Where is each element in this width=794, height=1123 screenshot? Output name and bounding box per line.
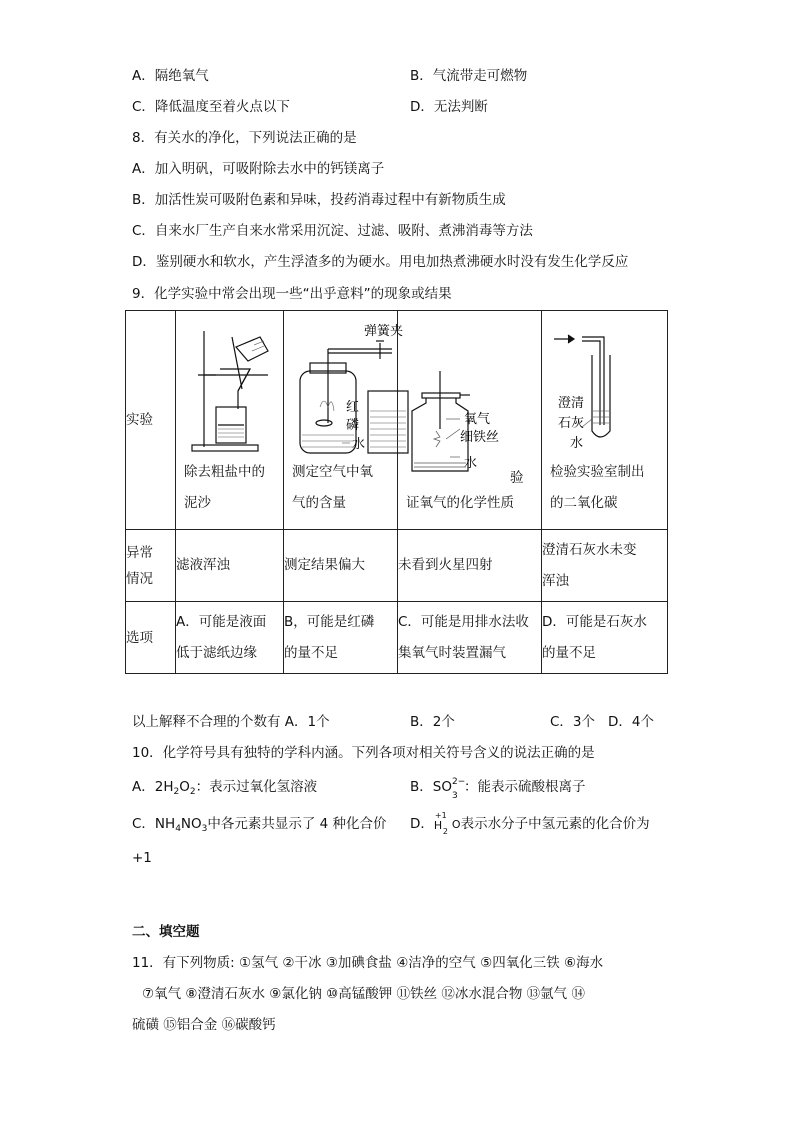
formula-text: 中各元素共显示了 4 种化合价 — [207, 816, 387, 832]
q7-option-a: A．隔绝氧气 — [132, 68, 209, 84]
q10-option-b — [410, 777, 586, 801]
q10-option-d — [410, 811, 650, 836]
valence-mark: +1 — [434, 811, 447, 820]
experiment-row — [126, 311, 668, 530]
oxygen-label: 氧气 — [464, 412, 491, 427]
water-label: 水 — [352, 437, 366, 452]
spring-clamp-label: 弹簧夹 — [364, 324, 404, 339]
q11-line-3: 硫磺 ⑮铝合金 ⑯碳酸钙 — [132, 1017, 276, 1033]
caption-line: 证氧气的化学性质 — [406, 495, 514, 511]
option-text: B，可能是红磷 — [284, 613, 375, 630]
formula-part: A．2H — [132, 779, 174, 795]
caption-co2-test — [550, 457, 645, 519]
formula-part: NO — [180, 816, 202, 832]
q9-experiment-table — [125, 310, 668, 674]
superscript: 2− — [451, 777, 466, 787]
formula-part: O — [179, 779, 190, 795]
formula-part: D． — [410, 816, 434, 832]
q8-option-a: A．加入明矾，可吸附除去水中的钙镁离子 — [132, 161, 385, 177]
limewater-label-1: 澄清 — [558, 396, 585, 411]
abnormal-cell — [284, 530, 398, 602]
q7-option-c: C．降低温度至着火点以下 — [132, 99, 290, 115]
abnormal-cell — [398, 530, 542, 602]
subscript: 4 — [175, 824, 181, 834]
q7-option-b: B．气流带走可燃物 — [410, 68, 528, 84]
caption-air-content — [292, 457, 373, 519]
limewater-label-2: 石灰 — [558, 416, 585, 431]
q9-answer-d: D．4个 — [608, 714, 654, 730]
option-row — [126, 602, 668, 674]
abnormal-text: 澄清石灰水未变 — [542, 541, 637, 558]
subscript: 2 — [189, 787, 196, 797]
red-phosphorus-label-2: 磷 — [346, 418, 360, 433]
q9-answer-b: B．2个 — [410, 714, 455, 730]
co2-test-cell — [542, 311, 668, 530]
subscript: 2 — [442, 827, 448, 836]
q9-stem: 9．化学实验中常会出现一些“出乎意料”的现象或结果 — [132, 286, 452, 302]
row-label-line: 异常 — [126, 544, 153, 561]
filtration-cell — [176, 311, 284, 530]
q8-option-b: B．加活性炭可吸附色素和异味，投药消毒过程中有新物质生成 — [132, 192, 506, 208]
iron-oxygen-cell — [398, 311, 542, 530]
formula-part: O — [451, 818, 461, 831]
subscript: 2 — [173, 787, 180, 797]
option-text: 低于滤纸边缘 — [176, 644, 257, 661]
option-cell — [542, 602, 668, 674]
q10-stem: 10．化学符号具有独特的学科内涵。下列各项对相关符号含义的说法正确的是 — [132, 745, 595, 761]
section-title: 二、填空题 — [132, 924, 200, 940]
caption-line: 泥沙 — [184, 495, 211, 511]
q8-stem: 8．有关水的净化，下列说法正确的是 — [132, 130, 357, 146]
caption-line — [406, 457, 514, 488]
abnormal-text: 浑浊 — [542, 572, 569, 589]
option-cell — [176, 602, 284, 674]
iron-wire-label: 细铁丝 — [460, 430, 500, 445]
caption-line: 气的含量 — [292, 495, 346, 511]
q11-line-1: 11．有下列物质: ①氢气 ②干冰 ③加碘食盐 ④洁净的空气 ⑤四氧化三铁 ⑥海水 — [132, 955, 604, 971]
q10-option-c — [132, 814, 387, 839]
q9-answer-c: C．3个 — [550, 714, 596, 730]
air-content-cell — [284, 311, 404, 530]
q11-line-2: ⑦氧气 ⑧澄清石灰水 ⑨氯化钠 ⑩高锰酸钾 ⑪铁丝 ⑫冰水混合物 ⑬氩气 ⑭ — [142, 986, 585, 1002]
option-text: A．可能是液面 — [176, 613, 267, 630]
option-text: 的量不足 — [542, 644, 596, 661]
row-label-option: 选项 — [126, 602, 176, 674]
formula-text: ：能表示硫酸根离子 — [463, 779, 586, 795]
water-label-2: 水 — [464, 456, 478, 471]
option-text: 集氧气时装置漏气 — [398, 644, 506, 661]
abnormal-text: 未看到火星四射 — [398, 557, 493, 573]
subscript: 3 — [451, 791, 458, 801]
formula-text: ：表示过氧化氢溶液 — [195, 779, 318, 795]
abnormal-cell — [176, 530, 284, 602]
row-label-experiment: 实验 — [126, 311, 176, 530]
formula-part: B．SO — [410, 779, 452, 795]
caption-line: 除去粗盐中的 — [184, 464, 265, 480]
option-cell — [398, 602, 542, 674]
row-label-abnormal — [126, 530, 176, 602]
q10-option-a — [132, 777, 317, 802]
abnormal-text: 滤液浑浊 — [176, 557, 230, 573]
abnormal-text: 测定结果偏大 — [284, 557, 365, 573]
caption-line: 检验实验室制出 — [550, 464, 645, 480]
q8-option-d: D．鉴别硬水和软水，产生浮渣多的为硬水。用电加热煮沸硬水时没有发生化学反应 — [132, 254, 629, 270]
caption-iron-oxygen — [406, 457, 514, 519]
formula-part: H — [433, 819, 443, 832]
verify-char: 验 — [510, 470, 524, 486]
subscript: 3 — [201, 824, 208, 834]
option-text: D．可能是石灰水 — [542, 613, 647, 630]
formula-part: C．NH — [132, 816, 176, 832]
caption-line: 测定空气中氧 — [292, 464, 373, 480]
formula-text: 表示水分子中氢元素的化合价为 — [460, 816, 650, 832]
option-text: 的量不足 — [284, 644, 338, 661]
row-label-line: 情况 — [126, 570, 153, 587]
q7-option-d: D．无法判断 — [410, 99, 488, 115]
caption-line: 的二氧化碳 — [550, 495, 618, 511]
option-cell — [284, 602, 398, 674]
q10-option-d-continued: +1 — [132, 850, 152, 866]
q9-answer-line: 以上解释不合理的个数有 A．1个 — [132, 714, 330, 730]
limewater-label-3: 水 — [570, 436, 584, 451]
abnormal-row — [126, 530, 668, 602]
q8-option-c: C．自来水厂生产自来水常采用沉淀、过滤、吸附、煮沸消毒等方法 — [132, 223, 533, 239]
abnormal-cell — [542, 530, 668, 602]
option-text: C．可能是用排水法收 — [398, 613, 529, 630]
red-phosphorus-label-1: 红 — [346, 400, 360, 415]
caption-filtration — [184, 457, 265, 519]
